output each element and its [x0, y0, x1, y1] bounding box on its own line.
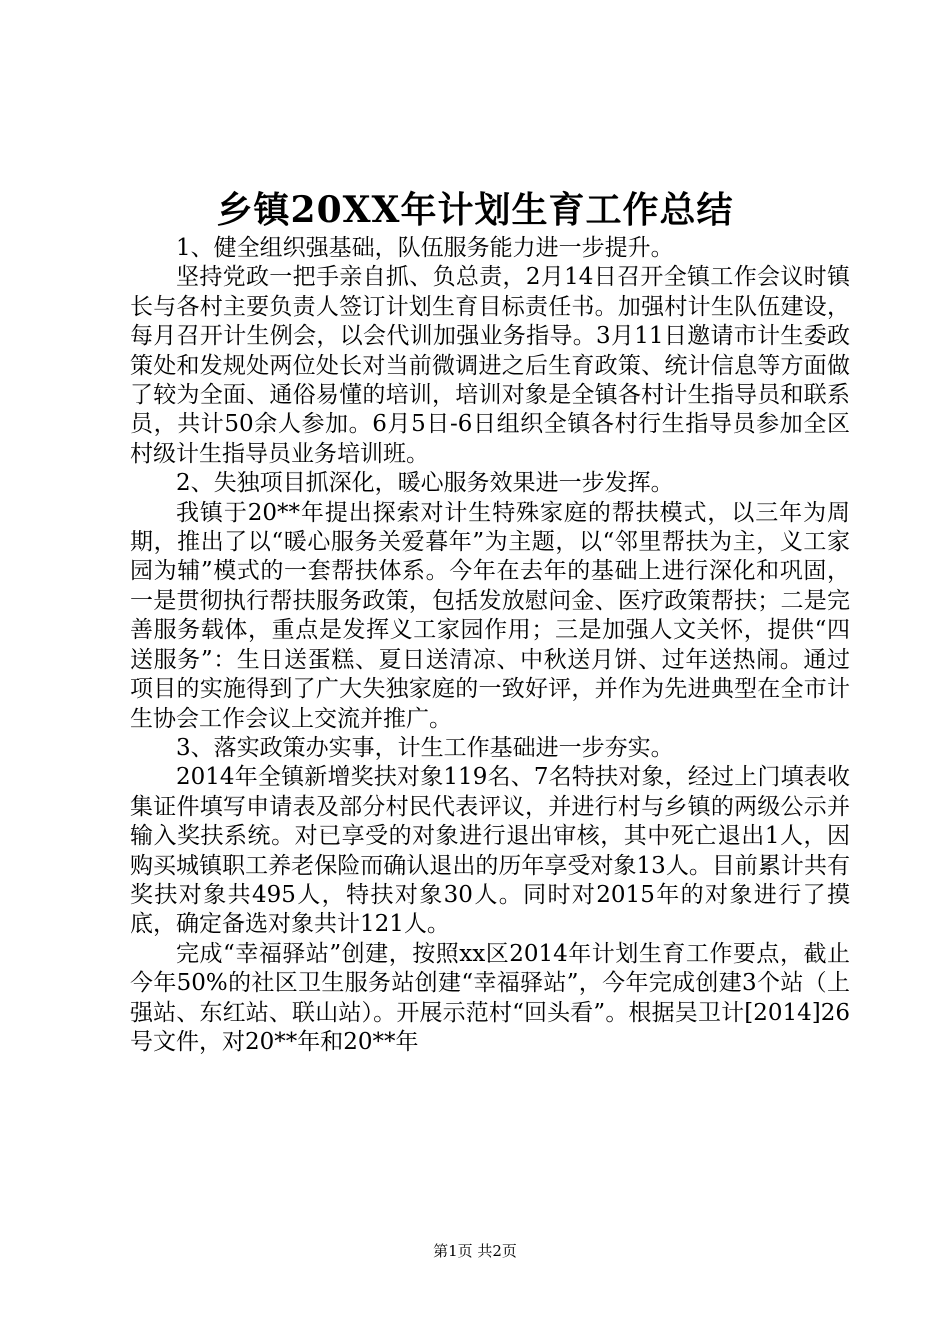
section-heading-3: 3、落实政策办实事，计生工作基础进一步夯实。 [176, 734, 674, 761]
body-paragraph: 我镇于20**年提出探索对计生特殊家庭的帮扶模式，以三年为周期，推出了以“暖心服务关爱暮年”为主题，以“邻里帮扶为主，义工家园为辅”模式的一套帮扶体系。今年在去年的基础上进行深化和巩固，一是贯彻执行帮扶服务政策，包括发放慰问金、医疗政策帮扶；二是完善服务载体，重点是发挥义工家园作用；三是加强人文关怀，提供“四送服务”：生日送蛋糕、夏日送清凉、中秋送月饼、过年送热闹。通过项目的实施得到了广大失独家庭的一致好评，并作为先进典型在全市计生协会工作会议上交流并推广。 [130, 499, 850, 732]
section-heading-2: 2、失独项目抓深化，暖心服务效果进一步发挥。 [176, 470, 674, 497]
body-paragraph: 坚持党政一把手亲自抓、负总责，2月14日召开全镇工作会议时镇长与各村主要负责人签订计划生育目标责任书。加强村计生队伍建设，每月召开计生例会，以会代训加强业务指导。3月11日邀请市计生委政策处和发规处两位处长对当前微调进之后生育政策、统计信息等方面做了较为全面、通俗易懂的培训，培训对象是全镇各村计生指导员和联系员，共计50余人参加。6月5日-6日组织全镇各村行生指导员参加全区村级计生指导员业务培训班。 [130, 264, 850, 467]
section-heading-1: 1、健全组织强基础，队伍服务能力进一步提升。 [176, 235, 674, 261]
body-paragraph: 2014年全镇新增奖扶对象119名、7名特扶对象，经过上门填表收集证件填写申请表及部分村民代表评议，并进行村与乡镇的两级公示并输入奖扶系统。对已享受的对象进行退出审核，其中死亡退出1人，因购买城镇职工养老保险而确认退出的历年享受对象13人。目前累计共有奖扶对象共495人，特扶对象30人。同时对2015年的对象进行了摸底，确定备选对象共计121人。 [130, 764, 850, 938]
page-footer: 第1页 共2页 [433, 1242, 517, 1260]
body-paragraph: 完成“幸福驿站”创建，按照xx区2014年计划生育工作要点，截止今年50%的社区卫生服务站创建“幸福驿站”，今年完成创建3个站（上强站、东红站、联山站）。开展示范村“回头看”。根据吴卫计[2014]26号文件，对20**年和20**年 [130, 940, 850, 1055]
document-body [130, 234, 850, 1057]
document-title: 乡镇20XX年计划生育工作总结 [216, 189, 734, 231]
